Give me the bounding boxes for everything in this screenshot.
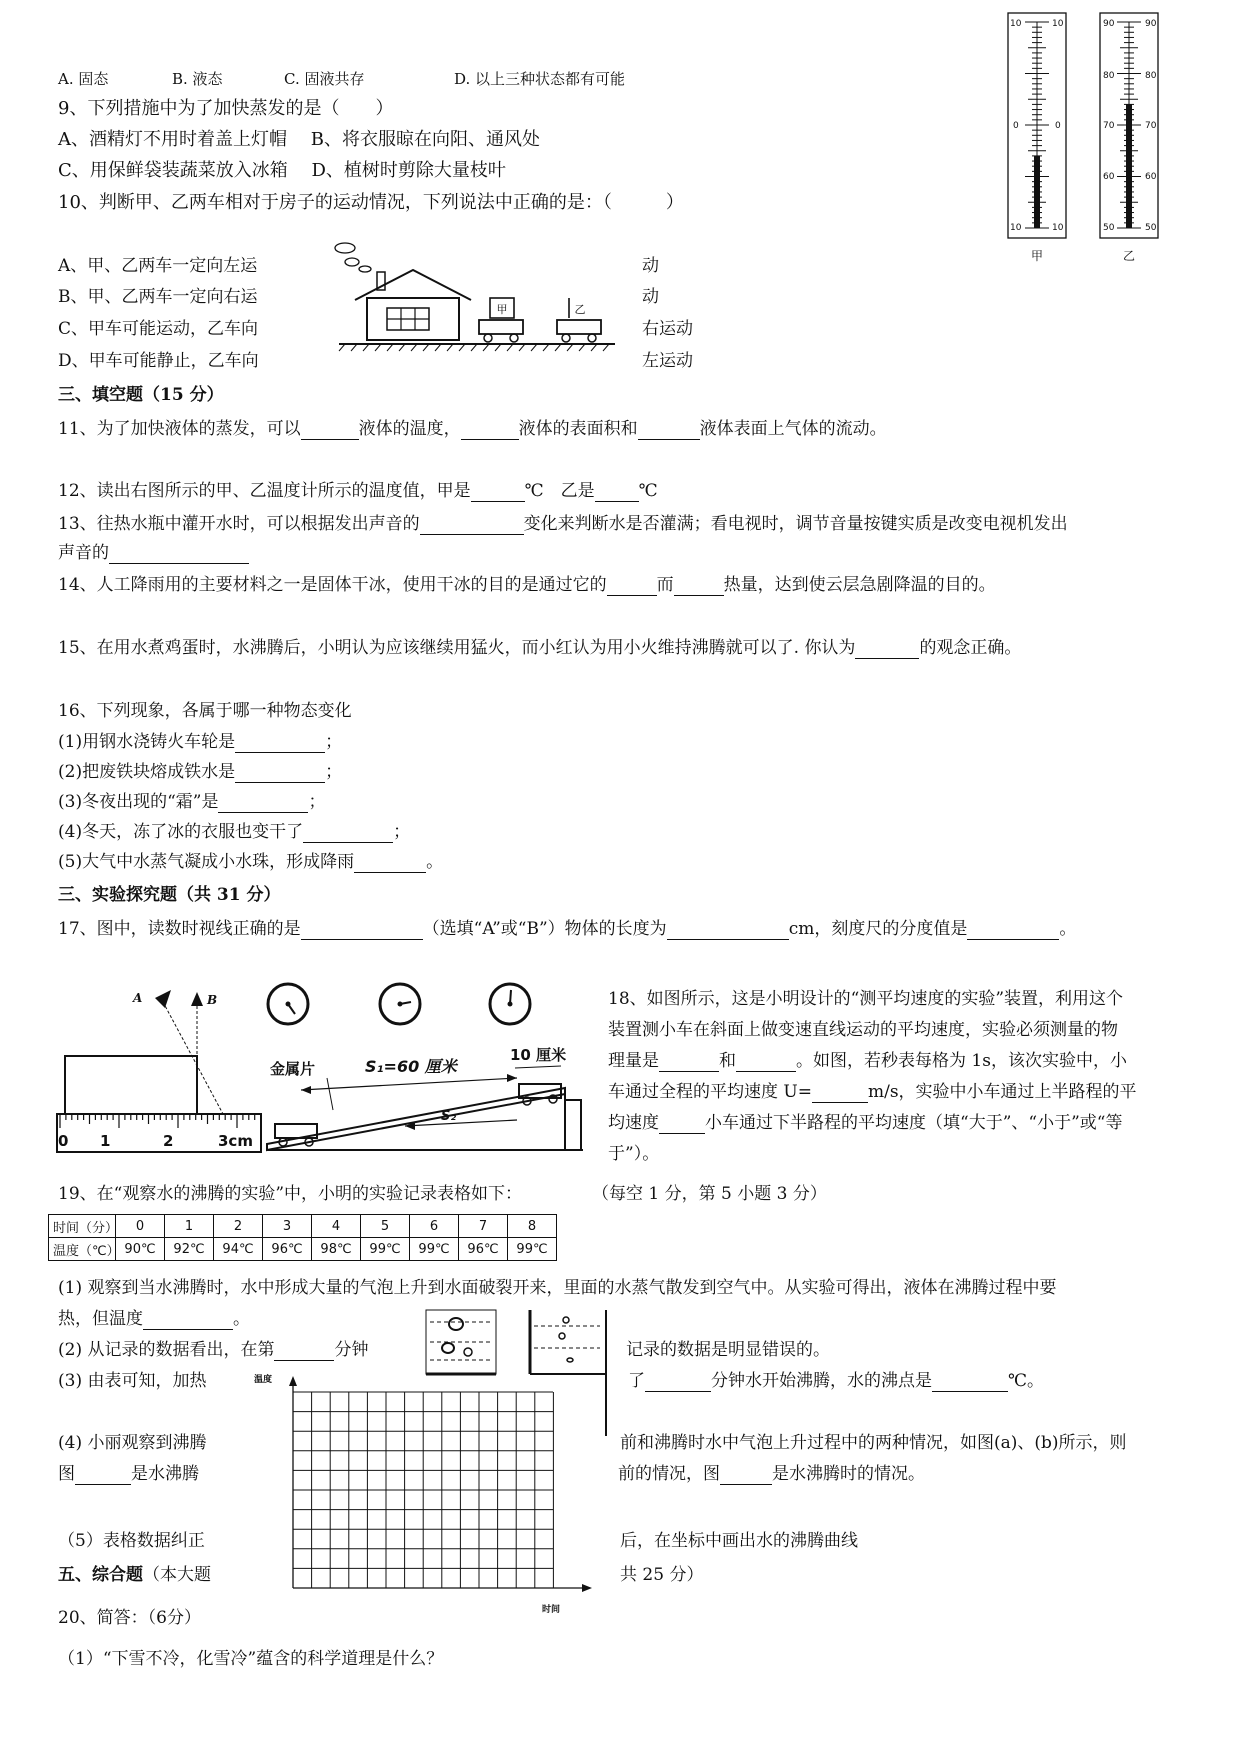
q18-line6: 于”）。 [608,1144,660,1164]
stopwatch-3 [487,981,533,1027]
q18-line3: 理量是 和 。如图，若秒表每格为 1s，该次实验中，小 [608,1051,1127,1071]
q20-stem: 20、简答：（6分） [58,1608,201,1628]
section-fill-in-title: 三、填空题（15 分） [58,385,224,405]
q10-option-a-end: 动 [642,256,659,276]
table-row [49,1215,557,1238]
ruler-label-1: 1 [100,1132,111,1150]
q15: 15、在用水煮鸡蛋时，水沸腾后，小明认为应该继续用猛火，而小红认为用小火维持沸腾就可以了. 你认为 的观念正确。 [58,638,1022,658]
ruler-label-3cm: 3cm [218,1132,253,1150]
boiling-record-table [48,1214,557,1261]
table-cell: 92℃ [165,1238,214,1261]
q16-item-1: (1)用钢水浇铸火车轮是 ； [58,732,343,752]
boiling-curve-grid [252,1372,597,1617]
car-yi-label: 乙 [574,303,586,316]
yi-tick-80-l: 80 [1103,71,1115,81]
q10-option-b: B、甲、乙两车一定向右运 [58,287,258,307]
q19-part1-line1: (1) 观察到当水沸腾时，水中形成大量的气泡上升到水面破裂开来，里面的水蒸气散发到空气中。从实验可得出，液体在沸腾过程中要 [58,1278,1057,1298]
jia-tick-mid-l: 0 [1013,121,1019,131]
jia-tick-bot-l: 10 [1010,223,1022,233]
q19-part2: (2) 从记录的数据看出，在第 分钟 [58,1340,369,1360]
table-cell: 98℃ [312,1238,361,1261]
q20-part1: （1）“下雪不冷，化雪冷”蕴含的科学道理是什么？ [58,1649,444,1669]
q11: 11、为了加快液体的蒸发，可以 液体的温度， 液体的表面积和 液体表面上气体的流动。 [58,419,887,439]
stopwatch-1 [265,981,311,1027]
q9-options-2: C、用保鲜袋装蔬菜放入冰箱 D、植树时剪除大量枝叶 [58,160,506,181]
q9-stem: 9、下列措施中为了加快蒸发的是（ ） [58,98,394,119]
q14: 14、人工降雨用的主要材料之一是固体干冰，使用干冰的目的是通过它的 而 热量，达到使云层急剧降温的目的。 [58,575,996,595]
table-cell: 96℃ [459,1238,508,1261]
q19-part4-line1-end: 前和沸腾时水中气泡上升过程中的两种情况，如图(a)、(b)所示，则 [620,1433,1127,1453]
yi-tick-50-r: 50 [1145,223,1157,233]
q19-part3: (3) 由表可知，加热 [58,1371,207,1391]
ruler-label-0: 0 [58,1132,69,1150]
table-cell: 90℃ [116,1238,165,1261]
stopwatch-2 [377,981,423,1027]
table-row [49,1238,557,1261]
graph-x-label: 时间 [542,1605,561,1615]
yi-tick-90-l: 90 [1103,19,1115,29]
q19-part4-line2-end: 前的情况，图 是水沸腾时的情况。 [618,1464,925,1484]
eye-b-label: B [207,993,218,1007]
q10-option-d: D、甲车可能静止，乙车向 [58,351,259,371]
q18-line1: 18、如图所示，这是小明设计的“测平均速度的实验”装置，利用这个 [608,989,1124,1009]
house-cars-figure [325,238,625,358]
thermometer-yi-label: 乙 [1123,249,1136,263]
q8-option-b: B. 液态 [172,70,223,88]
q10-option-d-end: 左运动 [642,351,693,371]
thermometer-jia-label: 甲 [1031,249,1044,263]
q16-stem: 16、下列现象，各属于哪一种物态变化 [58,701,352,721]
thermometer-jia-liquid [1034,156,1040,228]
yi-tick-80-r: 80 [1145,71,1157,81]
graph-y-label: 温度 [254,1375,273,1385]
table-cell: 4 [312,1215,361,1238]
s2-label: S₂ [441,1109,457,1124]
q13-line1: 13、往热水瓶中灌开水时，可以根据发出声音的 变化来判断水是否灌满；看电视时，调节音量按键实质是改变电视机发出 [58,514,1068,534]
q8-option-d: D. 以上三种状态都有可能 [454,70,626,88]
yi-tick-60-l: 60 [1103,172,1115,182]
table-cell: 1 [165,1215,214,1238]
table-cell: 6 [410,1215,459,1238]
table-cell: 96℃ [263,1238,312,1261]
q19-part5-end: 后，在坐标中画出水的沸腾曲线 [620,1531,858,1551]
q19-part2-end: 记录的数据是明显错误的。 [626,1340,830,1360]
q16-item-3: (3)冬夜出现的“霜”是 ； [58,792,326,812]
jia-tick-bot-r: 10 [1052,223,1064,233]
q19-score-note: （每空 1 分，第 5 小题 3 分） [592,1184,827,1204]
q18-line4: 车通过全程的平均速度 U= m/s，实验中小车通过上半路程的平 [608,1082,1137,1102]
q8-option-a: A. 固态 [58,70,109,88]
q10-option-a: A、甲、乙两车一定向左运 [58,256,258,276]
q13-line2: 声音的 [58,542,249,564]
section-comprehensive-title: 五、综合题（本大题 [58,1565,211,1585]
table-cell: 99℃ [410,1238,459,1261]
yi-tick-90-r: 90 [1145,19,1157,29]
yi-tick-60-r: 60 [1145,172,1157,182]
q10-option-c: C、甲车可能运动，乙车向 [58,319,259,339]
metal-sheet-label: 金属片 [270,1060,316,1078]
jia-tick-top-r: 10 [1052,19,1064,29]
q19-part4-line1: (4) 小丽观察到沸腾 [58,1433,207,1453]
ruler-figure [55,980,265,1155]
table-cell: 2 [214,1215,263,1238]
table-cell: 99℃ [508,1238,557,1261]
jia-tick-mid-r: 0 [1055,121,1061,131]
ruler-label-2: 2 [163,1132,174,1150]
table-cell: 8 [508,1215,557,1238]
yi-tick-50-l: 50 [1103,223,1115,233]
q16-item-4: (4)冬天，冻了冰的衣服也变干了 ； [58,822,411,842]
table-cell: 3 [263,1215,312,1238]
q16-item-2: (2)把废铁块熔成铁水是 ； [58,762,343,782]
car-jia-label: 甲 [496,303,508,316]
ten-cm-label: 10 厘米 [510,1046,567,1064]
table-cell: 7 [459,1215,508,1238]
table-row-head-temp: 温度（℃） [49,1238,116,1261]
q18-line5: 均速度 小车通过下半路程的平均速度（填“大于”、“小于”或“等 [608,1113,1123,1133]
incline-figure [265,1038,590,1158]
s1-label: S₁=60 厘米 [365,1057,457,1076]
jia-tick-top-l: 10 [1010,19,1022,29]
yi-tick-70-l: 70 [1103,121,1115,131]
table-cell: 0 [116,1215,165,1238]
section-comprehensive-score: 共 25 分） [620,1565,704,1585]
q18-line2: 装置测小车在斜面上做变速直线运动的平均速度，实验必须测量的物 [608,1020,1118,1040]
q19-part4-line2: 图 是水沸腾 [58,1464,199,1484]
q16-item-5: (5)大气中水蒸气凝成小水珠，形成降雨 。 [58,852,444,872]
q19-part5: （5）表格数据纠正 [58,1531,205,1551]
q8-option-c: C. 固液共存 [284,70,365,88]
q19-part1-line2: 热，但温度 。 [58,1309,250,1329]
q17: 17、图中，读数时视线正确的是 （选填“A”或“B”）物体的长度为 cm，刻度尺的分度值是 。 [58,919,1077,939]
section-experiment-title: 三、实验探究题（共 31 分） [58,885,281,905]
eye-a-label: A [133,991,143,1005]
q10-option-b-end: 动 [642,287,659,307]
q19-stem: 19、在“观察水的沸腾的实验”中，小明的实验记录表格如下： [58,1184,523,1204]
q9-options-1: A、酒精灯不用时着盖上灯帽 B、将衣服晾在向阳、通风处 [58,129,540,150]
thermometer-figure [1005,10,1180,270]
table-cell: 5 [361,1215,410,1238]
q19-part3-end: 了 分钟水开始沸腾，水的沸点是 ℃。 [628,1371,1045,1391]
q10-option-c-end: 右运动 [642,319,693,339]
yi-tick-70-r: 70 [1145,121,1157,131]
thermometer-yi-liquid [1126,104,1132,228]
table-cell: 99℃ [361,1238,410,1261]
table-cell: 94℃ [214,1238,263,1261]
q10-stem: 10、判断甲、乙两车相对于房子的运动情况，下列说法中正确的是：（ ） [58,192,684,213]
q12: 12、读出右图所示的甲、乙温度计所示的温度值，甲是 ℃ 乙是 ℃ [58,481,658,501]
table-row-head-time: 时间（分） [49,1215,116,1238]
